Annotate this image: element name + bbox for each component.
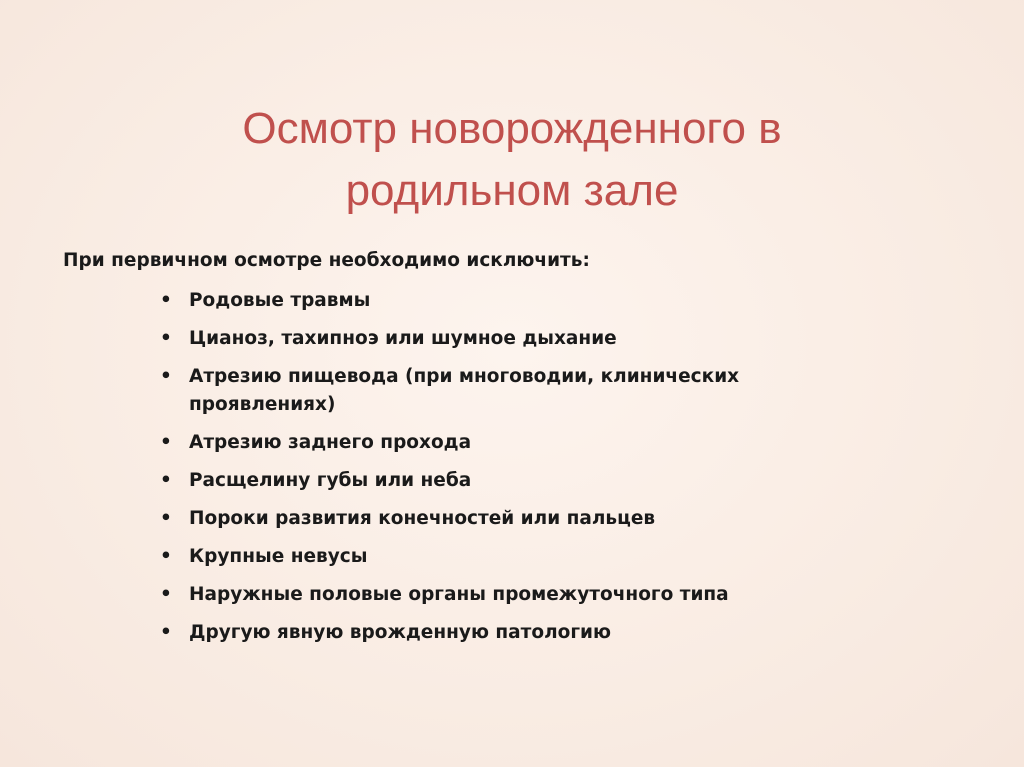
list-item-text: Атрезию пищевода (при многоводии, клинических проявлениях) (189, 366, 740, 415)
list-item (160, 429, 860, 457)
bullet-icon: • (160, 546, 172, 567)
intro-text: При первичном осмотре необходимо исключить: (63, 250, 590, 271)
list-item (160, 543, 860, 571)
list-item (160, 363, 869, 419)
list-item-text: Наружные половые органы промежуточного типа (189, 584, 729, 605)
bullet-icon: • (160, 328, 172, 349)
bullet-icon: • (160, 584, 172, 605)
list-item (160, 581, 860, 609)
bullet-icon: • (160, 290, 172, 311)
list-item (160, 505, 860, 533)
list-item-text: Расщелину губы или неба (189, 470, 472, 491)
list-item-text: Пороки развития конечностей или пальцев (189, 508, 656, 529)
list-item-text: Родовые травмы (189, 290, 371, 311)
bullet-list (160, 287, 860, 657)
list-item (160, 467, 860, 495)
bullet-icon: • (160, 470, 172, 491)
title-line-2: родильном зале (345, 166, 679, 215)
list-item-text: Крупные невусы (189, 546, 368, 567)
list-item (160, 619, 860, 647)
slide-title (60, 98, 964, 222)
bullet-icon: • (160, 366, 172, 387)
list-item-text: Цианоз, тахипноэ или шумное дыхание (189, 328, 617, 349)
bullet-icon: • (160, 508, 172, 529)
list-item (160, 287, 860, 315)
title-line-1: Осмотр новорожденного в (242, 104, 782, 153)
bullet-icon: • (160, 432, 172, 453)
list-item-text: Другую явную врожденную патологию (189, 622, 611, 643)
list-item-text: Атрезию заднего прохода (189, 432, 472, 453)
list-item (160, 325, 860, 353)
bullet-icon: • (160, 622, 172, 643)
